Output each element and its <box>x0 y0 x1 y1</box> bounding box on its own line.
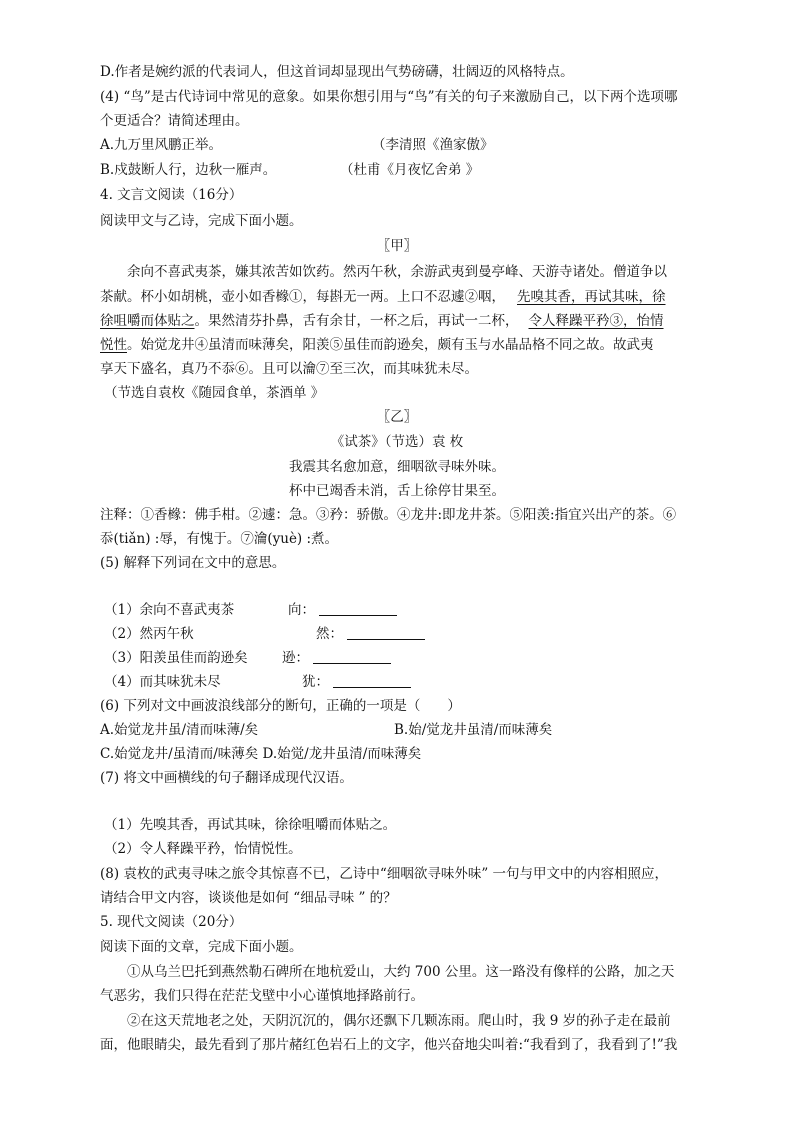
q5-answer-1[interactable]: 向： <box>288 600 397 620</box>
q5-answer-2[interactable]: 然： <box>316 624 425 644</box>
answer-blank[interactable] <box>347 625 425 640</box>
article-p1-line2: 气恶劣，我们只得在茫茫戈壁中小心谨慎地择路前行。 <box>100 988 424 1004</box>
yi-title: 〖乙〗 <box>376 409 418 425</box>
q4-prompt-line2: 个更适合？请简述理由。 <box>100 113 249 129</box>
article-p2-line1: ②在这天荒地老之处，天阴沉沉的，偶尔还飘下几颗冻雨。爬山时，我 9 岁的孙子走在最前 <box>127 1013 671 1029</box>
answer-blank[interactable] <box>319 601 397 616</box>
jia-text: 茶献。杯小如胡桃，壶小如香橼①，每斟无一两。上口不忍遽②咽， <box>100 289 505 305</box>
q6-option-b: B.始/觉龙井虽清/而味薄矣 <box>394 722 553 738</box>
poem-line1: 我震其名愈加意，细咽欲寻味外味。 <box>289 459 505 475</box>
answer-blank[interactable] <box>333 673 411 688</box>
q6-prompt: (6) 下列对文中画波浪线部分的断句，正确的一项是（ ） <box>100 698 461 714</box>
q5-item-1: （1）余向不喜武夷茶 <box>104 602 235 618</box>
q4-option-a-source: （李清照《渔家傲》 <box>372 137 494 153</box>
section4-instruction: 阅读甲文与乙诗，完成下面小题。 <box>100 213 303 229</box>
q5-item-2: （2）然丙午秋 <box>104 626 194 642</box>
q5-prompt: (5) 解释下列词在文中的意思。 <box>100 555 286 571</box>
article-p1-line1: ①从乌兰巴托到燕然勒石碑所在地杭爱山，大约 700 公里。这一路没有像样的公路，加之天 <box>127 964 675 980</box>
poem-title: 《试茶》（节选）袁 枚 <box>330 434 464 450</box>
underlined-sentence-2: 令人释躁平矜③，怡情 <box>528 313 664 329</box>
q5-answer-3[interactable]: 逊： <box>282 648 391 668</box>
q4-option-a: A.九万里风鹏正举。 <box>100 137 223 153</box>
article-p2-line2: 面，他眼睛尖，最先看到了那片赭红色岩石上的文字，他兴奋地尖叫着:“我看到了，我看到了!”我 <box>100 1037 678 1053</box>
q4-option-b-source: （杜甫《月夜忆舍弟 》 <box>340 162 480 178</box>
section5-heading: 5. 现代文阅读（20分） <box>100 914 243 930</box>
notes-line1: 注释：①香橼：佛手柑。②遽：急。③矜：骄傲。④龙井:即龙井茶。⑤阳羡:指宜兴出产的茶。⑥ <box>100 507 677 523</box>
q5-item-3: （3）阳羡虽佳而韵逊矣 <box>104 650 248 666</box>
jia-text: 。始觉龙井④虽清而味薄矣，阳羡⑤虽佳而韵逊矣，颇有玉与水晶品格不同之故。故武夷 <box>127 337 654 353</box>
jia-paragraph-line3 <box>100 311 664 331</box>
q5-item-4: （4）而其味犹未尽 <box>104 674 221 690</box>
underlined-sentence-2-cont: 悦性 <box>100 337 127 353</box>
q8-prompt-line2: 请结合甲文内容，谈谈他是如何 “细品寻味 ” 的？ <box>100 890 397 906</box>
jia-paragraph-line2 <box>100 287 666 307</box>
q4-option-b: B.戍鼓断人行，边秋一雁声。 <box>100 162 277 178</box>
q7-sentence-2: （2）令人释躁平矜，怡情悦性。 <box>104 841 302 857</box>
jia-paragraph-line4 <box>100 335 654 355</box>
underlined-sentence-1: 先嗅其香，再试其味，徐 <box>517 289 666 305</box>
q4-prompt-line1: (4) “鸟”是古代诗词中常见的意象。如果你想引用与“鸟”有关的句子来激励自己，以下两个选项哪 <box>100 89 678 105</box>
jia-title: 〖甲〗 <box>376 238 418 254</box>
jia-source: （节选自袁枚《随园食单，茶酒单 》 <box>104 385 325 401</box>
answer-blank[interactable] <box>313 649 391 664</box>
q8-prompt-line1: (8) 袁枚的武夷寻味之旅令其惊喜不已，乙诗中“细咽欲寻味外味” 一句与甲文中的内容相照应， <box>100 866 669 882</box>
jia-paragraph-line1: 余向不喜武夷茶，嫌其浓苦如饮药。然丙午秋，余游武夷到曼亭峰、天游寺诸处。僧道争以 <box>127 264 667 280</box>
q3-option-d: D.作者是婉约派的代表词人，但这首词却显现出气势磅礴，壮阔迈的风格特点。 <box>100 64 574 80</box>
jia-paragraph-line5: 享天下盛名，真乃不忝⑥。且可以瀹⑦至三次，而其味犹未尽。 <box>100 361 478 377</box>
q7-prompt: (7) 将文中画横线的句子翻译成现代汉语。 <box>100 770 353 786</box>
section4-heading: 4. 文言文阅读（16分） <box>100 187 243 203</box>
q5-answer-4[interactable]: 犹： <box>302 672 411 692</box>
poem-line2: 杯中已竭香未消，舌上徐停甘果至。 <box>289 483 505 499</box>
underlined-sentence-1-cont: 徐咀嚼而体贴之 <box>100 313 195 329</box>
q7-sentence-1: （1）先嗅其香，再试其味，徐徐咀嚼而体贴之。 <box>104 817 397 833</box>
q6-option-cd: C.始觉龙井/虽清而/味薄矣 D.始觉/龙井虽清/而味薄矣 <box>100 746 422 762</box>
notes-line2: 忝(tiǎn) :辱，有愧于。⑦瀹(yuè) :煮。 <box>100 531 339 547</box>
section5-instruction: 阅读下面的文章，完成下面小题。 <box>100 939 303 955</box>
jia-text: 。果然清芬扑鼻，舌有余甘，一杯之后，再试一二杯， <box>194 313 519 329</box>
q6-option-a: A.始觉龙井虽/清而味薄/矣 <box>100 722 259 738</box>
